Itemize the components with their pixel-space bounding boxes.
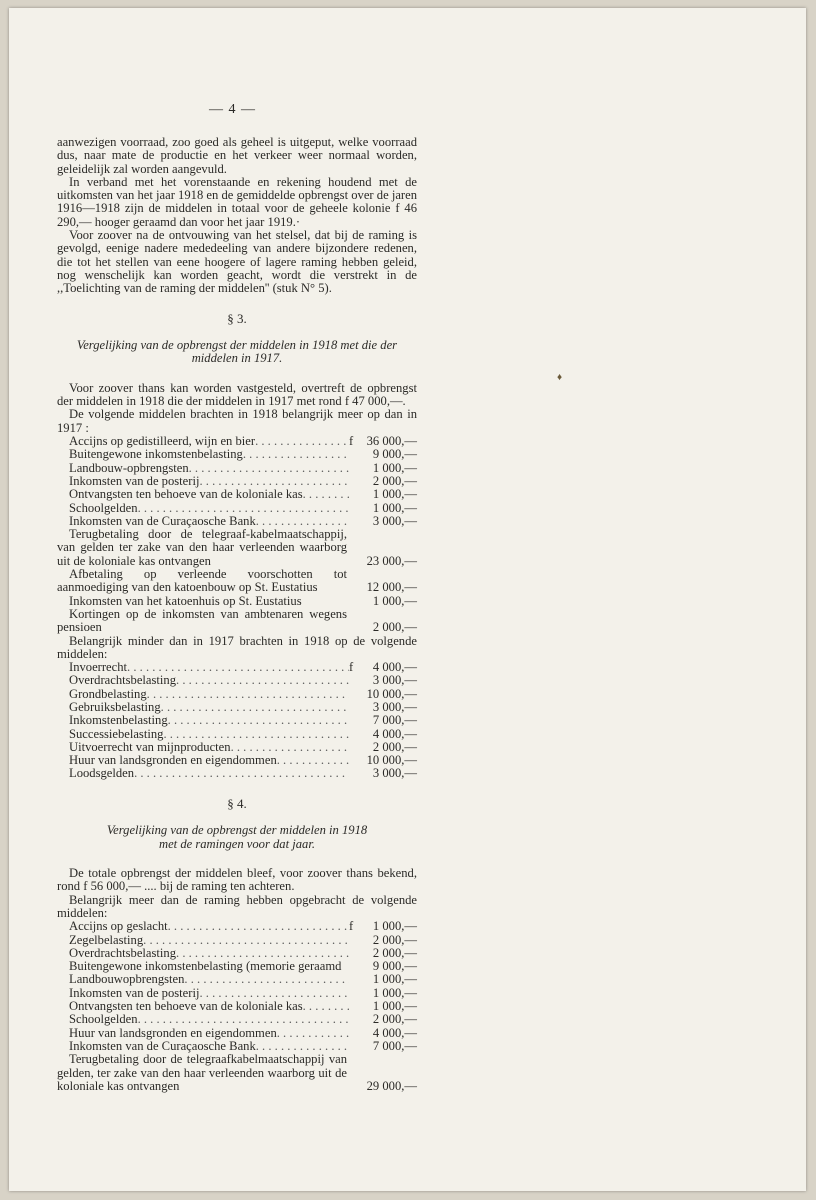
item-label: Overdrachtsbelasting [69, 673, 177, 688]
leader-dots [277, 1027, 349, 1040]
item-value: 1 000,— [372, 999, 417, 1014]
section-3-heading: Vergelijking van de opbrengst der middelen in 1918 met die der middelen in 1917. [76, 337, 398, 366]
list-item [57, 1013, 417, 1026]
list-item [57, 502, 417, 515]
ink-mark: ♦ [557, 372, 563, 383]
list-item [57, 515, 417, 528]
list-item: Terugbetaling door de telegraaf-kabelmaatschappij, van gelden ter zake van den haar verleenden waarborg uit de koloniale kas ontvangen 23 000,— [57, 527, 417, 568]
list-item [57, 1027, 417, 1040]
item-label: Landbouwopbrengsten [69, 972, 185, 987]
item-value: 7 000,— [372, 1038, 417, 1053]
section-4-number: § 4. [227, 795, 247, 811]
currency-symbol: f [349, 434, 354, 449]
list-item [57, 987, 417, 1000]
leader-dots [243, 448, 349, 461]
item-value: 1 000,— [372, 500, 417, 515]
item-label: Grondbelasting [69, 686, 147, 701]
item-label: Loodsgelden [69, 766, 135, 781]
leader-dots [189, 462, 349, 475]
leader-dots [127, 661, 349, 674]
list-item [57, 688, 417, 701]
leader-dots [163, 728, 349, 741]
item-value: 2 000,— [372, 945, 417, 960]
list-item [57, 973, 417, 986]
leader-dots [256, 515, 349, 528]
leader-dots [168, 920, 349, 933]
item-label: Inkomstenbelasting [69, 713, 168, 728]
list-item [57, 448, 417, 461]
item-value: 1 000,— [372, 985, 417, 1000]
item-value: 10 000,— [366, 686, 417, 701]
list-item [57, 1000, 417, 1013]
item-label: Inkomsten van de posterij [69, 985, 200, 1000]
list-item [57, 714, 417, 727]
item-value: 3 000,— [372, 513, 417, 528]
leader-dots [176, 674, 349, 687]
item-label: Huur van landsgronden en eigendommen [69, 753, 277, 768]
item-value: 2 000,— [372, 932, 417, 947]
list-item [57, 741, 417, 754]
leader-dots [147, 688, 349, 701]
list-item: Afbetaling op verleende voorschotten tot aanmoediging van den katoenbouw op St. Eustatius 12 000,— [57, 567, 417, 595]
item-value: 1 000,— [372, 460, 417, 475]
item-label: Accijns op geslacht [69, 919, 168, 934]
list-item [57, 754, 417, 767]
item-value: 3 000,— [372, 699, 417, 714]
item-value: 2 000,— [372, 1012, 417, 1027]
list-item [57, 435, 417, 448]
item-value: 3 000,— [372, 673, 417, 688]
list-item [57, 661, 417, 674]
list-item [57, 767, 417, 780]
item-label: Schoolgelden [69, 500, 138, 515]
section-3-paragraph-1: Voor zoover thans kan worden vastgesteld, overtreft de opbrengst der middelen in 1918 die der middelen in 1917 met rond f 47 000,—. [57, 380, 417, 409]
list-item [57, 674, 417, 687]
item-label: Huur van landsgronden en eigendommen [69, 1025, 277, 1040]
item-label: Gebruiksbelasting [69, 699, 161, 714]
item-label: Successiebelasting [69, 726, 164, 741]
leader-dots [255, 435, 349, 448]
intro-paragraph-2: In verband met het vorenstaande en rekening houdend met de uitkomsten van het jaar 1918 en de gemiddelde opbrengst over de jaren 1916—1918 zijn de middelen in totaal voor de geheele kolonie f 46 290,— hooger geraamd dan voor het jaar 1919.· [57, 174, 417, 229]
item-label: Accijns op gedistilleerd, wijn en bier [69, 434, 256, 449]
list-item [57, 920, 417, 933]
item-value: 2 000,— [372, 739, 417, 754]
leader-dots [161, 701, 349, 714]
item-label: Landbouw-opbrengsten [69, 460, 189, 475]
item-value: 10 000,— [366, 753, 417, 768]
list-item [57, 701, 417, 714]
item-value: 9 000,— [372, 447, 417, 462]
leader-dots [199, 987, 349, 1000]
leader-dots [184, 973, 349, 986]
list-item [57, 947, 417, 960]
list-item [57, 934, 417, 947]
leader-dots [138, 502, 349, 515]
section-4-paragraph-2: Belangrijk meer dan de raming hebben opgebracht de volgende middelen: [57, 892, 417, 920]
list-item [57, 475, 417, 488]
section-4-heading: Vergelijking van de opbrengst der middelen in 1918 met de ramingen voor dat jaar. [106, 823, 368, 851]
item-value: 4 000,— [372, 1025, 417, 1040]
page-number: — 4 — [209, 102, 256, 117]
item-value: 36 000,— [366, 434, 417, 449]
item-label: Inkomsten van de Curaçaosche Bank [69, 1038, 256, 1053]
item-label: Buitengewone inkomstenbelasting [69, 447, 243, 462]
item-label: Zegelbelasting [69, 932, 144, 947]
less-revenue-list [57, 661, 417, 781]
item-label: Ontvangsten ten behoeve van de koloniale kas [69, 999, 303, 1014]
list-item [57, 1040, 417, 1053]
item-value: 1 000,— [372, 972, 417, 987]
item-value: 1 000,— [372, 487, 417, 502]
leader-dots [168, 714, 349, 727]
item-value: 3 000,— [372, 766, 417, 781]
item-label: Invoerrecht [69, 660, 128, 675]
item-value: 4 000,— [372, 660, 417, 675]
above-estimate-list-a [57, 920, 417, 960]
section-3-paragraph-3: Belangrijk minder dan in 1917 brachten in 1918 op de volgende middelen: [57, 633, 417, 661]
list-item: Kortingen op de inkomsten van ambtenaren wegens pensioen 2 000,— [57, 606, 417, 635]
item-value: 4 000,— [372, 726, 417, 741]
item-label: Schoolgelden [69, 1012, 138, 1027]
section-3-number: § 3. [227, 310, 247, 326]
list-item [57, 488, 417, 501]
list-item [57, 462, 417, 475]
leader-dots [138, 1013, 349, 1026]
list-item [57, 728, 417, 741]
item-label: Uitvoerrecht van mijnproducten [69, 739, 231, 754]
intro-paragraph-3: Voor zoover na de ontvouwing van het stelsel, dat bij de raming is gevolgd, eenige nadere mededeeling van andere bijzondere redenen, die tot het stellen van eene hoogere of lagere raming hebben geleid, nog wenschelijk kan worden geacht, wordt die verstrekt in de ,,Toelichting van de raming der middelen'' (stuk N° 5). [57, 228, 417, 296]
leader-dots [143, 934, 349, 947]
list-item: Terugbetaling door de telegraafkabelmaatschappij van gelden, ter zake van den haar verleenden waarborg uit de koloniale kas ontvangen 29 000,— [57, 1052, 417, 1093]
leader-dots [231, 741, 349, 754]
item-value: 2 000,— [372, 473, 417, 488]
leader-dots [256, 1040, 349, 1053]
above-estimate-list-b [57, 973, 417, 1053]
document-page [9, 8, 806, 1191]
list-item: Buitengewone inkomstenbelasting (memorie geraamd 9 000,— [69, 959, 417, 974]
currency-symbol: f [349, 660, 354, 675]
leader-dots [134, 767, 349, 780]
leader-dots [277, 754, 349, 767]
item-value: 7 000,— [372, 713, 417, 728]
item-label: Inkomsten van de Curaçaosche Bank [69, 513, 256, 528]
intro-paragraph-1: aanwezigen voorraad, zoo goed als geheel is uitgeput, welke voorraad dus, naar mate de productie en het verkeer weer normaal worden, geleidelijk zal worden aangevuld. [57, 135, 417, 176]
section-4-paragraph-1: De totale opbrengst der middelen bleef, voor zoover thans bekend, rond f 56 000,— .... bij de raming ten achteren. [57, 866, 417, 894]
currency-symbol: f [349, 919, 354, 934]
item-label: Ontvangsten ten behoeve van de koloniale kas [69, 487, 303, 502]
leader-dots [199, 475, 349, 488]
section-3-paragraph-2: De volgende middelen brachten in 1918 belangrijk meer op dan in 1917 : [57, 407, 417, 435]
more-revenue-list [57, 435, 417, 528]
leader-dots [303, 488, 349, 501]
leader-dots [303, 1000, 349, 1013]
leader-dots [176, 947, 349, 960]
item-value: 1 000,— [372, 919, 417, 934]
list-item: Inkomsten van het katoenhuis op St. Eustatius 1 000,— [69, 593, 417, 608]
text-column [57, 136, 417, 1093]
item-label: Overdrachtsbelasting [69, 945, 177, 960]
item-label: Inkomsten van de posterij [69, 473, 200, 488]
